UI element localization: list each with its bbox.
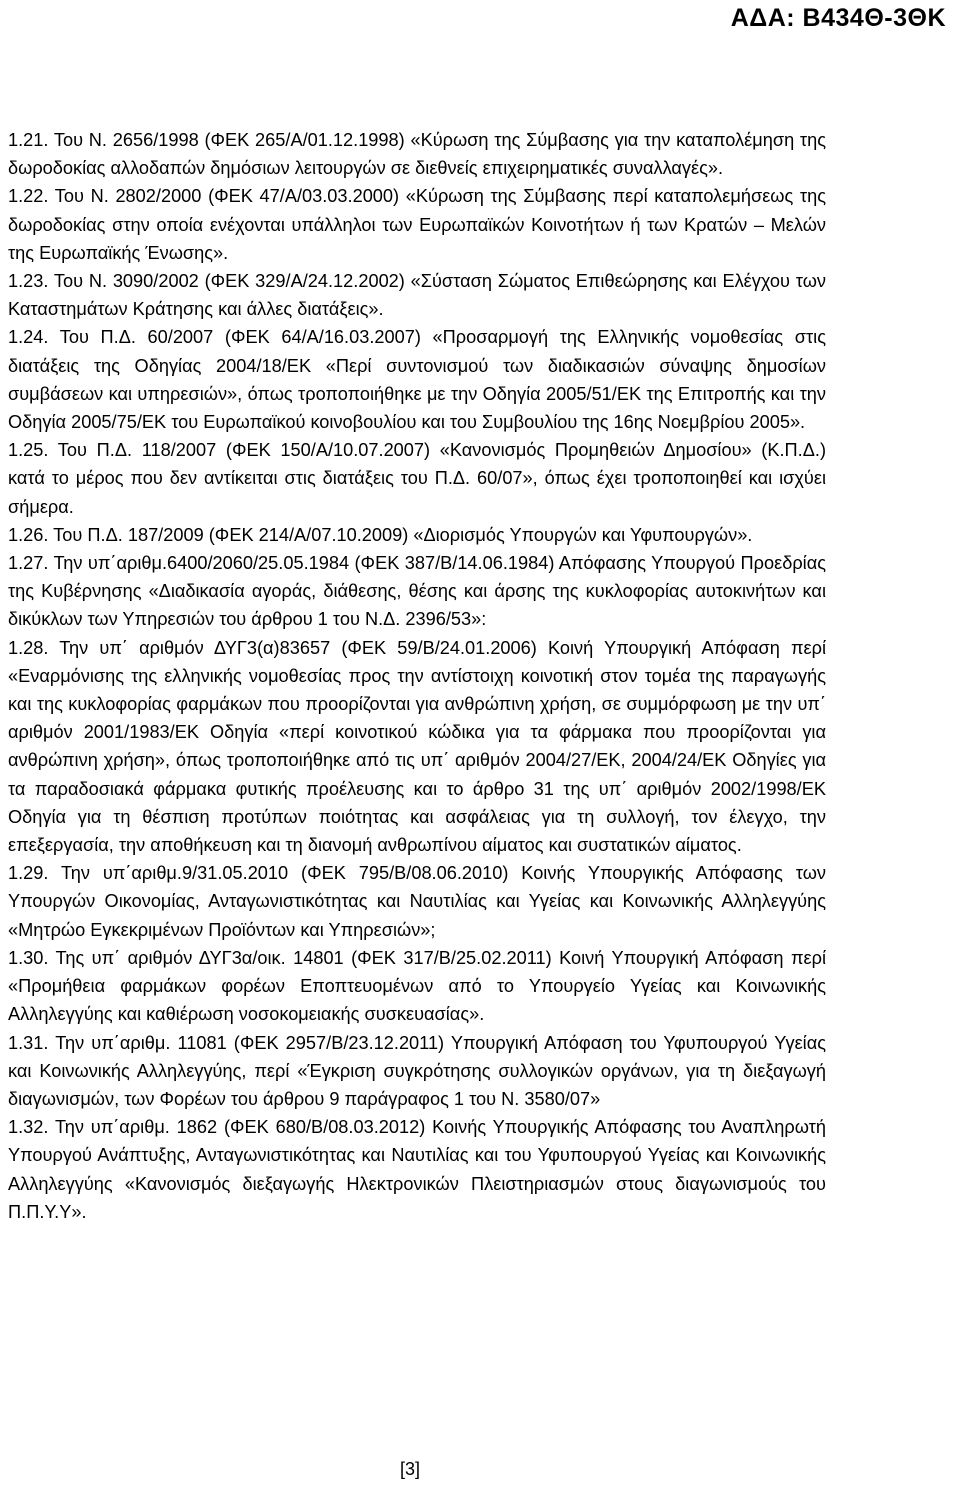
list-item-1-27: 1.27. Την υπ΄αριθμ.6400/2060/25.05.1984 (ΦΕΚ 387/Β/14.06.1984) Απόφασης Υπουργού Προεδρίας της Κυβέρνησης «Διαδικασία αγοράς, διάθεσης, θέσης και άρσης της κυκλοφορίας αυτοκινήτων και δικύκλων των Υπηρεσιών του άρθρου 1 του Ν.Δ. 2396/53»: xyxy=(8,553,826,630)
list-item-1-30: 1.30. Της υπ΄ αριθμόν ΔΥΓ3α/οικ. 14801 (ΦΕΚ 317/Β/25.02.2011) Κοινή Υπουργική Απόφαση περί «Προμήθεια φαρμάκων φορέων Εποπτευομένων από το Υπουργείο Υγείας και Κοινωνικής Αλληλεγγύης και καθιέρωση νοσοκομειακής συσκευασίας». xyxy=(8,947,826,1025)
list-item-1-23: 1.23. Του Ν. 3090/2002 (ΦΕΚ 329/Α/24.12.2002) «Σύσταση Σώματος Επιθεώρησης και Ελέγχου των Καταστημάτων Κράτησης και άλλες διατάξεις». xyxy=(8,271,826,320)
list-item-1-26: 1.26. Του Π.Δ. 187/2009 (ΦΕΚ 214/Α/07.10.2009) «Διορισμός Υπουργών και Υφυπουργών». xyxy=(8,524,753,545)
ada-code-header: ΑΔΑ: Β434Θ-3ΘΚ xyxy=(730,4,946,32)
list-item-1-21: 1.21. Του Ν. 2656/1998 (ΦΕΚ 265/Α/01.12.1998) «Κύρωση της Σύμβασης για την καταπολέμηση της δωροδοκίας αλλοδαπών δημόσιων λειτουργών σε διεθνείς επιχειρηματικές συναλλαγές». xyxy=(8,130,826,179)
list-item-1-29: 1.29. Την υπ΄αριθμ.9/31.05.2010 (ΦΕΚ 795/Β/08.06.2010) Κοινής Υπουργικής Απόφασης των Υπουργών Οικονομίας, Ανταγωνιστικότητας και Ναυτιλίας και Υγείας και Κοινωνικής Αλληλεγγύης «Μητρώο Εγκεκριμένων Προϊόντων και Υπηρεσιών»; xyxy=(8,863,826,940)
list-item-1-31: 1.31. Την υπ΄αριθμ. 11081 (ΦΕΚ 2957/Β/23.12.2011) Υπουργική Απόφαση του Υφυπουργού Υγείας και Κοινωνικής Αλληλεγγύης, περί «Έγκριση συγκρότησης συλλογικών οργάνων, για τη διεξαγωγή διαγωνισμών, των Φορέων του άρθρου 9 παράγραφος 1 του Ν. 3580/07» xyxy=(8,1032,826,1109)
list-item-1-32: 1.32. Την υπ΄αριθμ. 1862 (ΦΕΚ 680/Β/08.03.2012) Κοινής Υπουργικής Απόφασης του Αναπληρωτή Υπουργού Ανάπτυξης, Ανταγωνιστικότητας και Ναυτιλίας και του Υφυπουργού Υγείας και Κοινωνικής Αλληλεγγύης «Κανονισμός διεξαγωγής Ηλεκτρονικών Πλειστηριασμών στους διαγωνισμούς του Π.Π.Υ.Υ». xyxy=(8,1117,826,1222)
list-item-1-25: 1.25. Του Π.Δ. 118/2007 (ΦΕΚ 150/Α/10.07.2007) «Κανονισμός Προμηθειών Δημοσίου» (Κ.Π.Δ.) κατά το μέρος που δεν αντίκειται στις διατάξεις του Π.Δ. 60/07», όπως έχει τροποποιηθεί και ισχύει σήμερα. xyxy=(8,440,826,517)
page-number: [3] xyxy=(399,1459,420,1479)
list-item-1-22: 1.22. Του Ν. 2802/2000 (ΦΕΚ 47/Α/03.03.2000) «Κύρωση της Σύμβασης περί καταπολεμήσεως της δωροδοκίας στην οποία ενέχονται υπάλληλοι των Ευρωπαϊκών Κοινοτήτων ή των Κρατών – Μελών της Ευρωπαϊκής Ένωσης». xyxy=(8,186,826,263)
list-item-1-28: 1.28. Την υπ΄ αριθμόν ΔΥΓ3(α)83657 (ΦΕΚ 59/Β/24.01.2006) Κοινή Υπουργική Απόφαση περί «Εναρμόνισης της ελληνικής νομοθεσίας προς την αντίστοιχη κοινοτική στον τομέα της παραγωγής και της κυκλοφορίας φαρμάκων που προορίζονται για ανθρώπινη χρήση, σε συμμόρφωση με την υπ΄ αριθμόν 2001/1983/ΕΚ Οδηγία «περί κοινοτικού κώδικα για τα φάρμακα που προορίζονται για ανθρώπινη χρήση», όπως τροποποιήθηκε από τις υπ΄ αριθμόν 2004/27/ΕΚ, 2004/24/ΕΚ Οδηγίες για τα παραδοσιακά φάρμακα φυτικής προέλευσης και το άρθρο 31 της υπ΄ αριθμόν 2002/1998/ΕΚ Οδηγία για τη θέσπιση προτύπων ποιότητας και ασφάλειας για τη συλλογή, τον έλεγχο, την επεξεργασία, την αποθήκευση και τη διανομή ανθρωπίνου αίματος και συστατικών αίματος. xyxy=(8,637,826,856)
list-item-1-24: 1.24. Του Π.Δ. 60/2007 (ΦΕΚ 64/Α/16.03.2007) «Προσαρμογή της Ελληνικής νομοθεσίας στις διατάξεις της Οδηγίας 2004/18/ΕΚ «Περί συντονισμού των διαδικασιών σύναψης δημοσίων συμβάσεων και υπηρεσιών», όπως τροποποιήθηκε με την Οδηγία 2005/51/ΕΚ της Επιτροπής και την Οδηγία 2005/75/ΕΚ του Ευρωπαϊκού κοινοβουλίου και του Συμβουλίου της 16ης Νοεμβρίου 2005». xyxy=(8,327,826,433)
document-body xyxy=(8,126,826,1226)
